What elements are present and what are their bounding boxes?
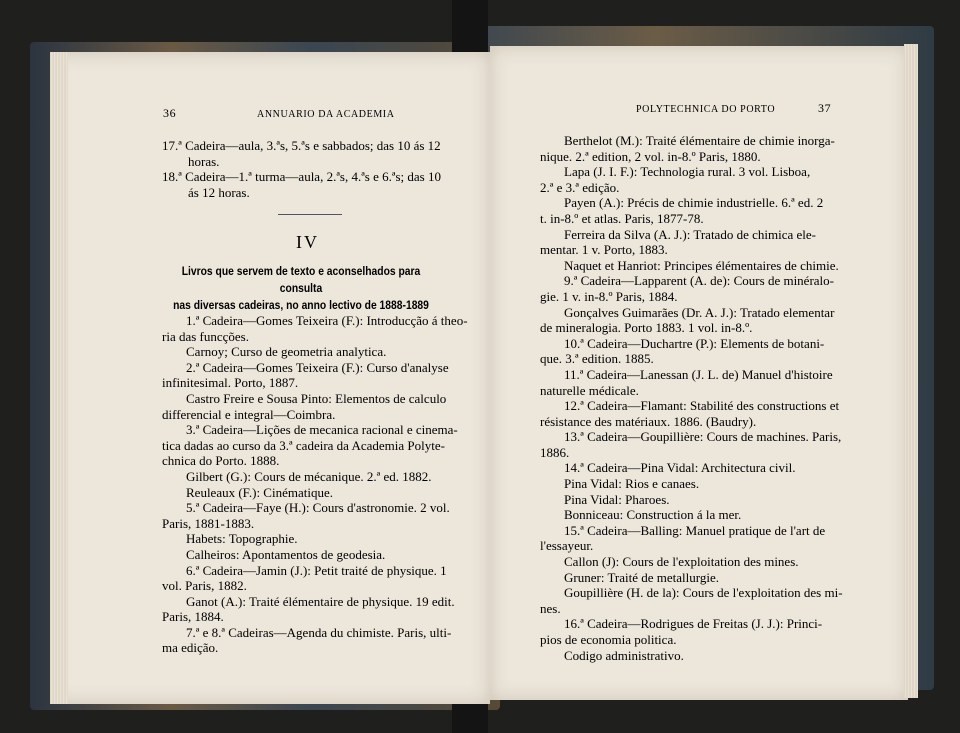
text-line: pios de economia politica. (540, 632, 677, 647)
text-line: t. in-8.º et atlas. Paris, 1877-78. (540, 210, 704, 226)
text-line: gie. 1 v. in-8.º Paris, 1884. (540, 288, 678, 304)
text-line: Pina Vidal: Pharoes. (564, 491, 670, 507)
text-line: 17.ª Cadeira—aula, 3.ªs, 5.ªs e sabbados; das 10 ás 12 (162, 138, 441, 153)
text-line: 5.ª Cadeira—Faye (H.): Cours d'astronomie. 2 vol. (186, 500, 450, 516)
text-line: 12.ª Cadeira—Flamant: Stabilité des constructions et (564, 398, 840, 414)
text-line: Paris, 1881-1883. (162, 515, 255, 531)
text-line: Castro Freire e Sousa Pinto: Elementos de calculo (186, 390, 447, 406)
right-body-text (540, 133, 843, 663)
text-line: Bonniceau: Construction á la mer. (564, 507, 742, 523)
text-line: 6.ª Cadeira—Jamin (J.): Petit traité de physique. 1 (186, 562, 447, 578)
left-top-lines (162, 138, 462, 200)
text-line: Naquet et Hanriot: Principes élémentaires de chimie. (564, 257, 839, 273)
text-line: 9.ª Cadeira—Lapparent (A. de): Cours de minéralo- (564, 273, 834, 289)
text-line: chnica do Porto. 1888. (162, 453, 280, 469)
text-line: 18.ª Cadeira—1.ª turma—aula, 2.ªs, 4.ªs e 6.ªs; das 10 (162, 169, 441, 185)
text-line: nes. (540, 600, 561, 616)
text-line: 7.ª e 8.ª Cadeiras—Agenda du chimiste. Paris, ulti- (186, 624, 452, 640)
text-line: Ferreira da Silva (A. J.): Tratado de chimica ele- (564, 226, 816, 242)
text-line: 11.ª Cadeira—Lanessan (J. L. de) Manuel d'histoire (564, 366, 833, 382)
text-line: differencial e integral—Coimbra. (162, 406, 336, 422)
text-line: 1.ª Cadeira—Gomes Teixeira (F.): Introducção á theo- (186, 313, 468, 328)
text-line: Payen (A.): Précis de chimie industrielle. 6.ª ed. 2 (564, 195, 824, 211)
section-rule (278, 214, 342, 215)
text-line: vol. Paris, 1882. (162, 578, 247, 594)
section-heading (164, 263, 437, 314)
text-line: infinitesimal. Porto, 1887. (162, 375, 299, 391)
text-line: 13.ª Cadeira—Goupillière: Cours de machines. Paris, (564, 429, 842, 445)
text-line: 3.ª Cadeira—Lições de mecanica racional e cinema- (186, 422, 458, 438)
text-line: 14.ª Cadeira—Pina Vidal: Architectura civil. (564, 460, 796, 476)
text-line: ma edição. (162, 640, 219, 656)
text-line: Callon (J): Cours de l'exploitation des mines. (564, 554, 799, 570)
text-line: Pina Vidal: Rios e canaes. (564, 476, 700, 492)
text-line: Goupillière (H. de la): Cours de l'exploitation des mi- (564, 585, 843, 601)
text-line: 2.ª Cadeira—Gomes Teixeira (F.): Curso d'analyse (186, 359, 449, 375)
text-line: Gonçalves Guimarães (Dr. A. J.): Tratado elementar (564, 304, 835, 320)
text-line: nique. 2.ª edition, 2 vol. in-8.º Paris, 1880. (540, 148, 761, 164)
text-line: Gilbert (G.): Cours de mécanique. 2.ª ed. 1882. (186, 468, 432, 484)
text-line: mentar. 1 v. Porto, 1883. (540, 242, 668, 258)
text-line: ria das funcções. (162, 328, 249, 344)
right-running-head: POLYTECHNICA DO PORTO (636, 104, 776, 115)
text-line: 15.ª Cadeira—Balling: Manuel pratique de l'art de (564, 522, 826, 538)
text-line: Paris, 1884. (162, 609, 224, 625)
text-line: résistance des matériaux. 1886. (Baudry). (540, 413, 757, 429)
text-line: que. 3.ª edition. 1885. (540, 351, 654, 367)
heading-line: nas diversas cadeiras, no anno lectivo de 1888-1889 (173, 298, 429, 312)
left-page-number: 36 (163, 106, 177, 120)
left-body-text (162, 313, 468, 656)
text-line: 10.ª Cadeira—Duchartre (P.): Elements de botani- (564, 335, 825, 351)
left-running-head: ANNUARIO DA ACADEMIA (257, 109, 395, 120)
text-line: ás 12 horas. (188, 184, 250, 200)
text-line: 1886. (540, 444, 570, 460)
text-line: Calheiros: Apontamentos de geodesia. (186, 546, 386, 562)
heading-line: Livros que servem de texto e aconselhados para consulta (181, 264, 421, 295)
text-line: naturelle médicale. (540, 382, 639, 398)
text-line: tica dadas ao curso da 3.ª cadeira da Academia Polyte- (162, 437, 445, 453)
text-line: Codigo administrativo. (564, 647, 684, 663)
text-line: Lapa (J. I. F.): Technologia rural. 3 vol. Lisboa, (564, 164, 811, 180)
text-line: Ganot (A.): Traité élémentaire de physique. 19 edit. (186, 593, 455, 609)
text-line: horas. (188, 153, 220, 169)
text-line: de mineralogia. Porto 1883. 1 vol. in-8.º. (540, 320, 753, 336)
section-number: IV (296, 232, 319, 252)
text-line: Berthelot (M.): Traité élémentaire de chimie inorga- (564, 133, 835, 148)
text-line: 16.ª Cadeira—Rodrigues de Freitas (J. J.): Princi- (564, 616, 823, 632)
right-page-number: 37 (818, 101, 832, 115)
text-line: Habets: Topographie. (186, 531, 298, 547)
left-page-edges (50, 52, 68, 704)
right-page-edges (904, 44, 918, 698)
text-line: Gruner: Traité de metallurgie. (564, 569, 720, 585)
text-line: 2.ª e 3.ª edição. (540, 179, 620, 195)
text-line: Carnoy; Curso de geometria analytica. (186, 344, 387, 360)
text-line: Reuleaux (F.): Cinématique. (186, 484, 333, 500)
text-line: l'essayeur. (540, 538, 594, 554)
